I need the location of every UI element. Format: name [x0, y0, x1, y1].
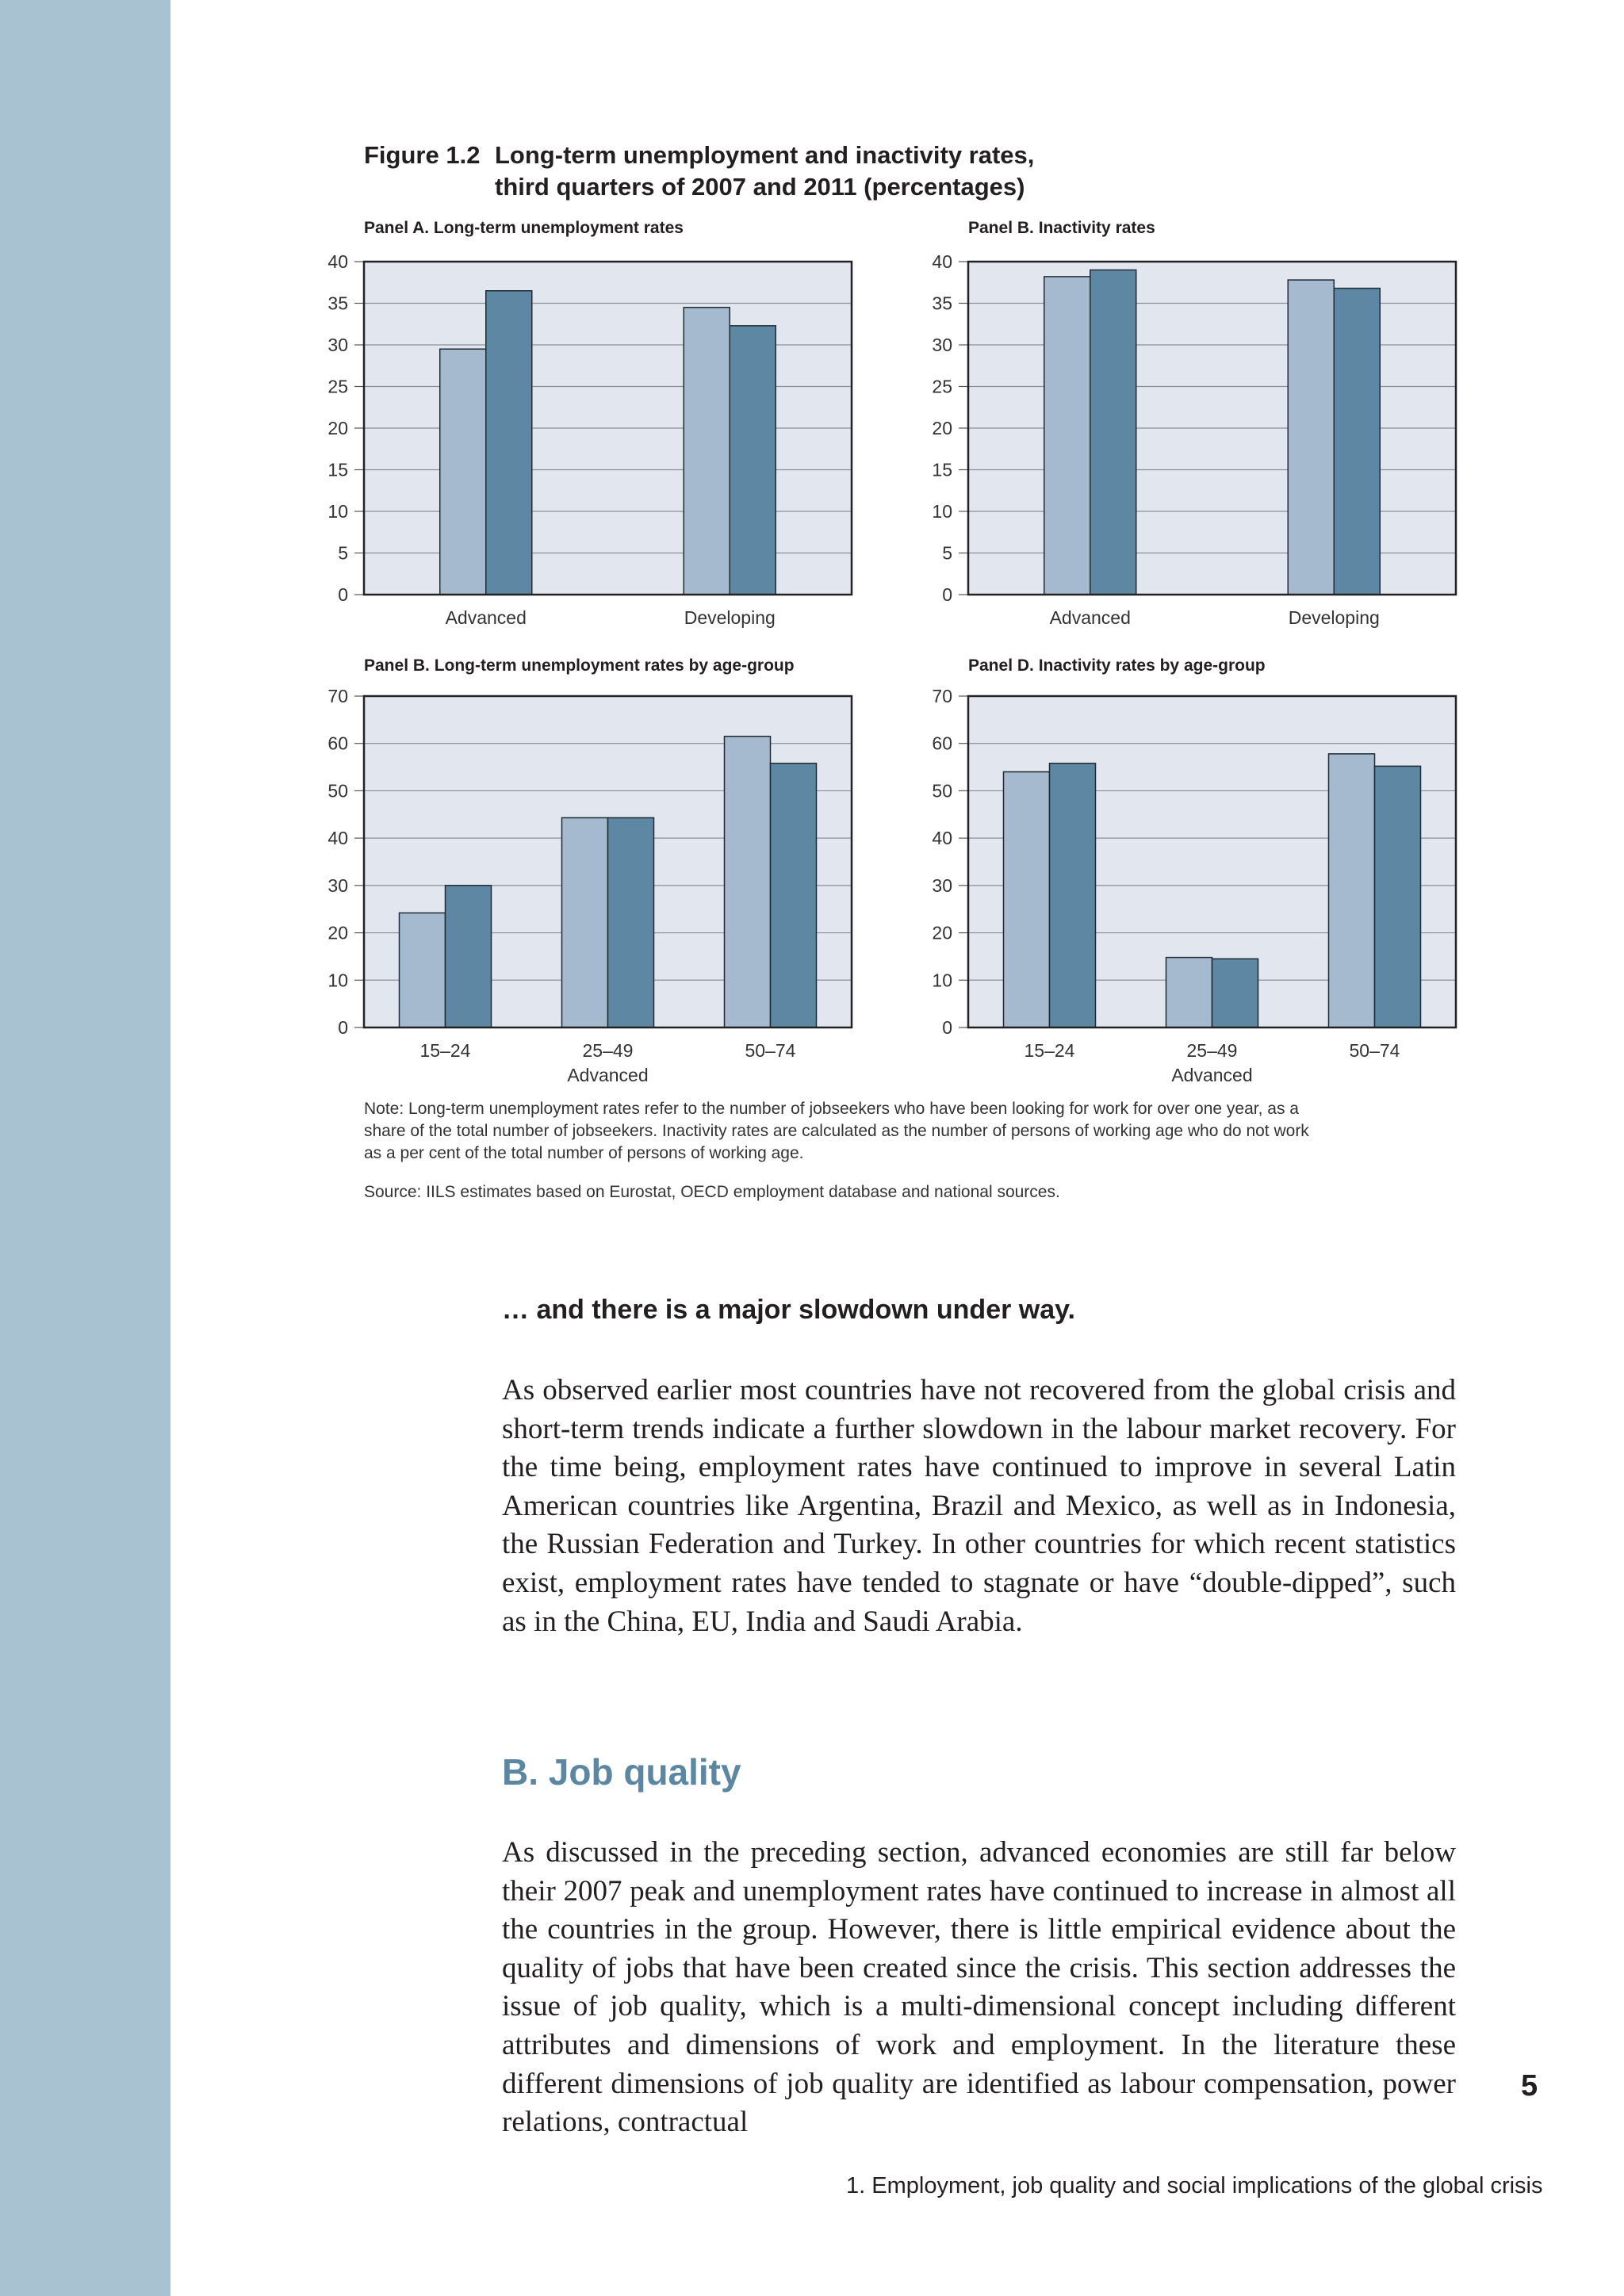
panel-a-group	[327, 251, 852, 628]
panel-c-title: Panel B. Long-term unemployment rates by age-group	[364, 656, 795, 675]
subheading: … and there is a major slowdown under way.	[502, 1295, 1075, 1325]
y-tick-label: 25	[327, 376, 348, 397]
figure-note: Note: Long-term unemployment rates refer to the number of jobseekers who have been looking for work for over one year, as a share of the total number of jobseekers. Inactivity rates are calculated as the number of persons of working age who do not work as a per cent of the total number of persons of working age.	[364, 1100, 1309, 1162]
x-category-label: Developing	[684, 607, 776, 628]
figure-number: Figure 1.2	[364, 141, 481, 169]
body-paragraph-1: As observed earlier most countries have not recovered from the global crisis and short-term trends indicate a further slowdown in the labour market recovery. For the time being, employment rates have continued to improve in several Latin American countries like Argentina, Brazil and Mexico, as well as in Indonesia, the Russian Federation and Turkey. In other countries for which recent statistics exist, employment rates have tended to stagnate or have “double-dipped”, such as in the China, EU, India and Saudi Arabia.	[502, 1374, 1456, 1638]
bar	[608, 817, 654, 1027]
figure-source: Source: IILS estimates based on Eurostat, OECD employment database and national sources.	[364, 1183, 1060, 1201]
bar	[1334, 289, 1380, 595]
y-tick-label: 10	[327, 501, 348, 522]
y-tick-label: 70	[932, 686, 952, 706]
x-category-label: Advanced	[445, 607, 527, 628]
plot-frame	[968, 696, 1456, 1027]
x-axis-label: Advanced	[1171, 1065, 1253, 1085]
y-tick-label: 40	[327, 828, 348, 849]
plot-frame	[968, 262, 1456, 595]
y-tick-label: 10	[932, 501, 952, 522]
body-paragraph-2: As discussed in the preceding section, advanced economies are still far below their 2007 peak and unemployment rates have continued to increase in almost all the countries in the group. However, there is little empirical evidence about the quality of jobs that have been created since the crisis. This section addresses the issue of job quality, which is a multi-dimensional concept including different attributes and dimensions of work and employment. In the literature these different dimensions of job quality are identified as labour compensation, power relations, contractual	[502, 1836, 1456, 2139]
x-category-label: 50–74	[1349, 1040, 1400, 1061]
panel-c-group	[327, 686, 852, 1085]
x-category-label: 15–24	[419, 1040, 471, 1061]
bar	[1329, 754, 1375, 1027]
y-tick-label: 70	[327, 686, 348, 706]
y-tick-label: 30	[327, 335, 348, 355]
plot-frame	[364, 696, 852, 1027]
panel-d-title: Panel D. Inactivity rates by age-group	[968, 656, 1266, 675]
bar	[486, 291, 532, 595]
y-tick-label: 30	[932, 874, 952, 896]
bar	[1090, 270, 1136, 595]
y-tick-label: 40	[932, 828, 952, 849]
plot-area	[364, 696, 852, 1027]
y-tick-label: 15	[327, 459, 348, 480]
y-tick-label: 20	[327, 418, 348, 438]
x-category-label: Developing	[1288, 607, 1380, 628]
bar	[1004, 772, 1050, 1027]
panel-a-title: Panel A. Long-term unemployment rates	[364, 219, 684, 237]
y-tick-label: 20	[932, 922, 952, 943]
y-tick-label: 0	[338, 1017, 348, 1038]
y-tick-label: 30	[932, 335, 952, 355]
bar	[400, 913, 446, 1027]
y-tick-label: 20	[932, 418, 952, 438]
y-tick-label: 15	[932, 459, 952, 480]
y-tick-label: 20	[327, 922, 348, 943]
y-tick-label: 30	[327, 874, 348, 896]
x-category-label: 25–49	[1186, 1040, 1238, 1061]
plot-area	[364, 262, 852, 595]
bar	[684, 308, 730, 595]
plot-frame	[364, 262, 852, 595]
bar	[730, 326, 776, 595]
plot-area	[968, 696, 1456, 1027]
figure-title-line-1: Long-term unemployment and inactivity rates,	[495, 141, 1035, 169]
y-tick-label: 60	[327, 733, 348, 754]
y-tick-label: 10	[327, 970, 348, 991]
section-heading: B. Job quality	[502, 1751, 741, 1793]
bar	[446, 886, 492, 1027]
page-number: 5	[1521, 2069, 1538, 2103]
x-category-label: 50–74	[745, 1040, 796, 1061]
y-tick-label: 5	[942, 542, 952, 564]
y-tick-label: 0	[338, 584, 348, 605]
bar	[1044, 277, 1090, 595]
x-category-label: 25–49	[582, 1040, 634, 1061]
x-axis-label: Advanced	[567, 1065, 649, 1085]
bar	[725, 737, 771, 1027]
bar	[1375, 766, 1421, 1027]
bar	[1166, 958, 1212, 1027]
y-tick-label: 5	[338, 542, 348, 564]
y-tick-label: 35	[932, 293, 952, 314]
panel-b-title: Panel B. Inactivity rates	[968, 219, 1155, 237]
panel-b-group	[932, 251, 1456, 628]
x-category-label: Advanced	[1049, 607, 1131, 628]
y-tick-label: 25	[932, 376, 952, 397]
y-tick-label: 0	[942, 1017, 952, 1038]
y-tick-label: 40	[932, 251, 952, 272]
y-tick-label: 35	[327, 293, 348, 314]
bar	[771, 763, 817, 1027]
bar	[562, 817, 608, 1027]
bar	[1050, 763, 1096, 1027]
figure-title-line-2: third quarters of 2007 and 2011 (percentages)	[495, 173, 1025, 201]
y-tick-label: 60	[932, 733, 952, 754]
y-tick-label: 50	[932, 780, 952, 802]
panel-d-group	[932, 686, 1456, 1085]
y-tick-label: 0	[942, 584, 952, 605]
page-sidebar	[0, 0, 170, 2296]
bar	[1288, 280, 1334, 595]
bar	[1212, 959, 1258, 1027]
bar	[440, 349, 486, 595]
x-category-label: 15–24	[1024, 1040, 1075, 1061]
plot-area	[968, 262, 1456, 595]
running-footer: 1. Employment, job quality and social implications of the global crisis	[846, 2173, 1543, 2198]
y-tick-label: 40	[327, 251, 348, 272]
y-tick-label: 50	[327, 780, 348, 802]
y-tick-label: 10	[932, 970, 952, 991]
